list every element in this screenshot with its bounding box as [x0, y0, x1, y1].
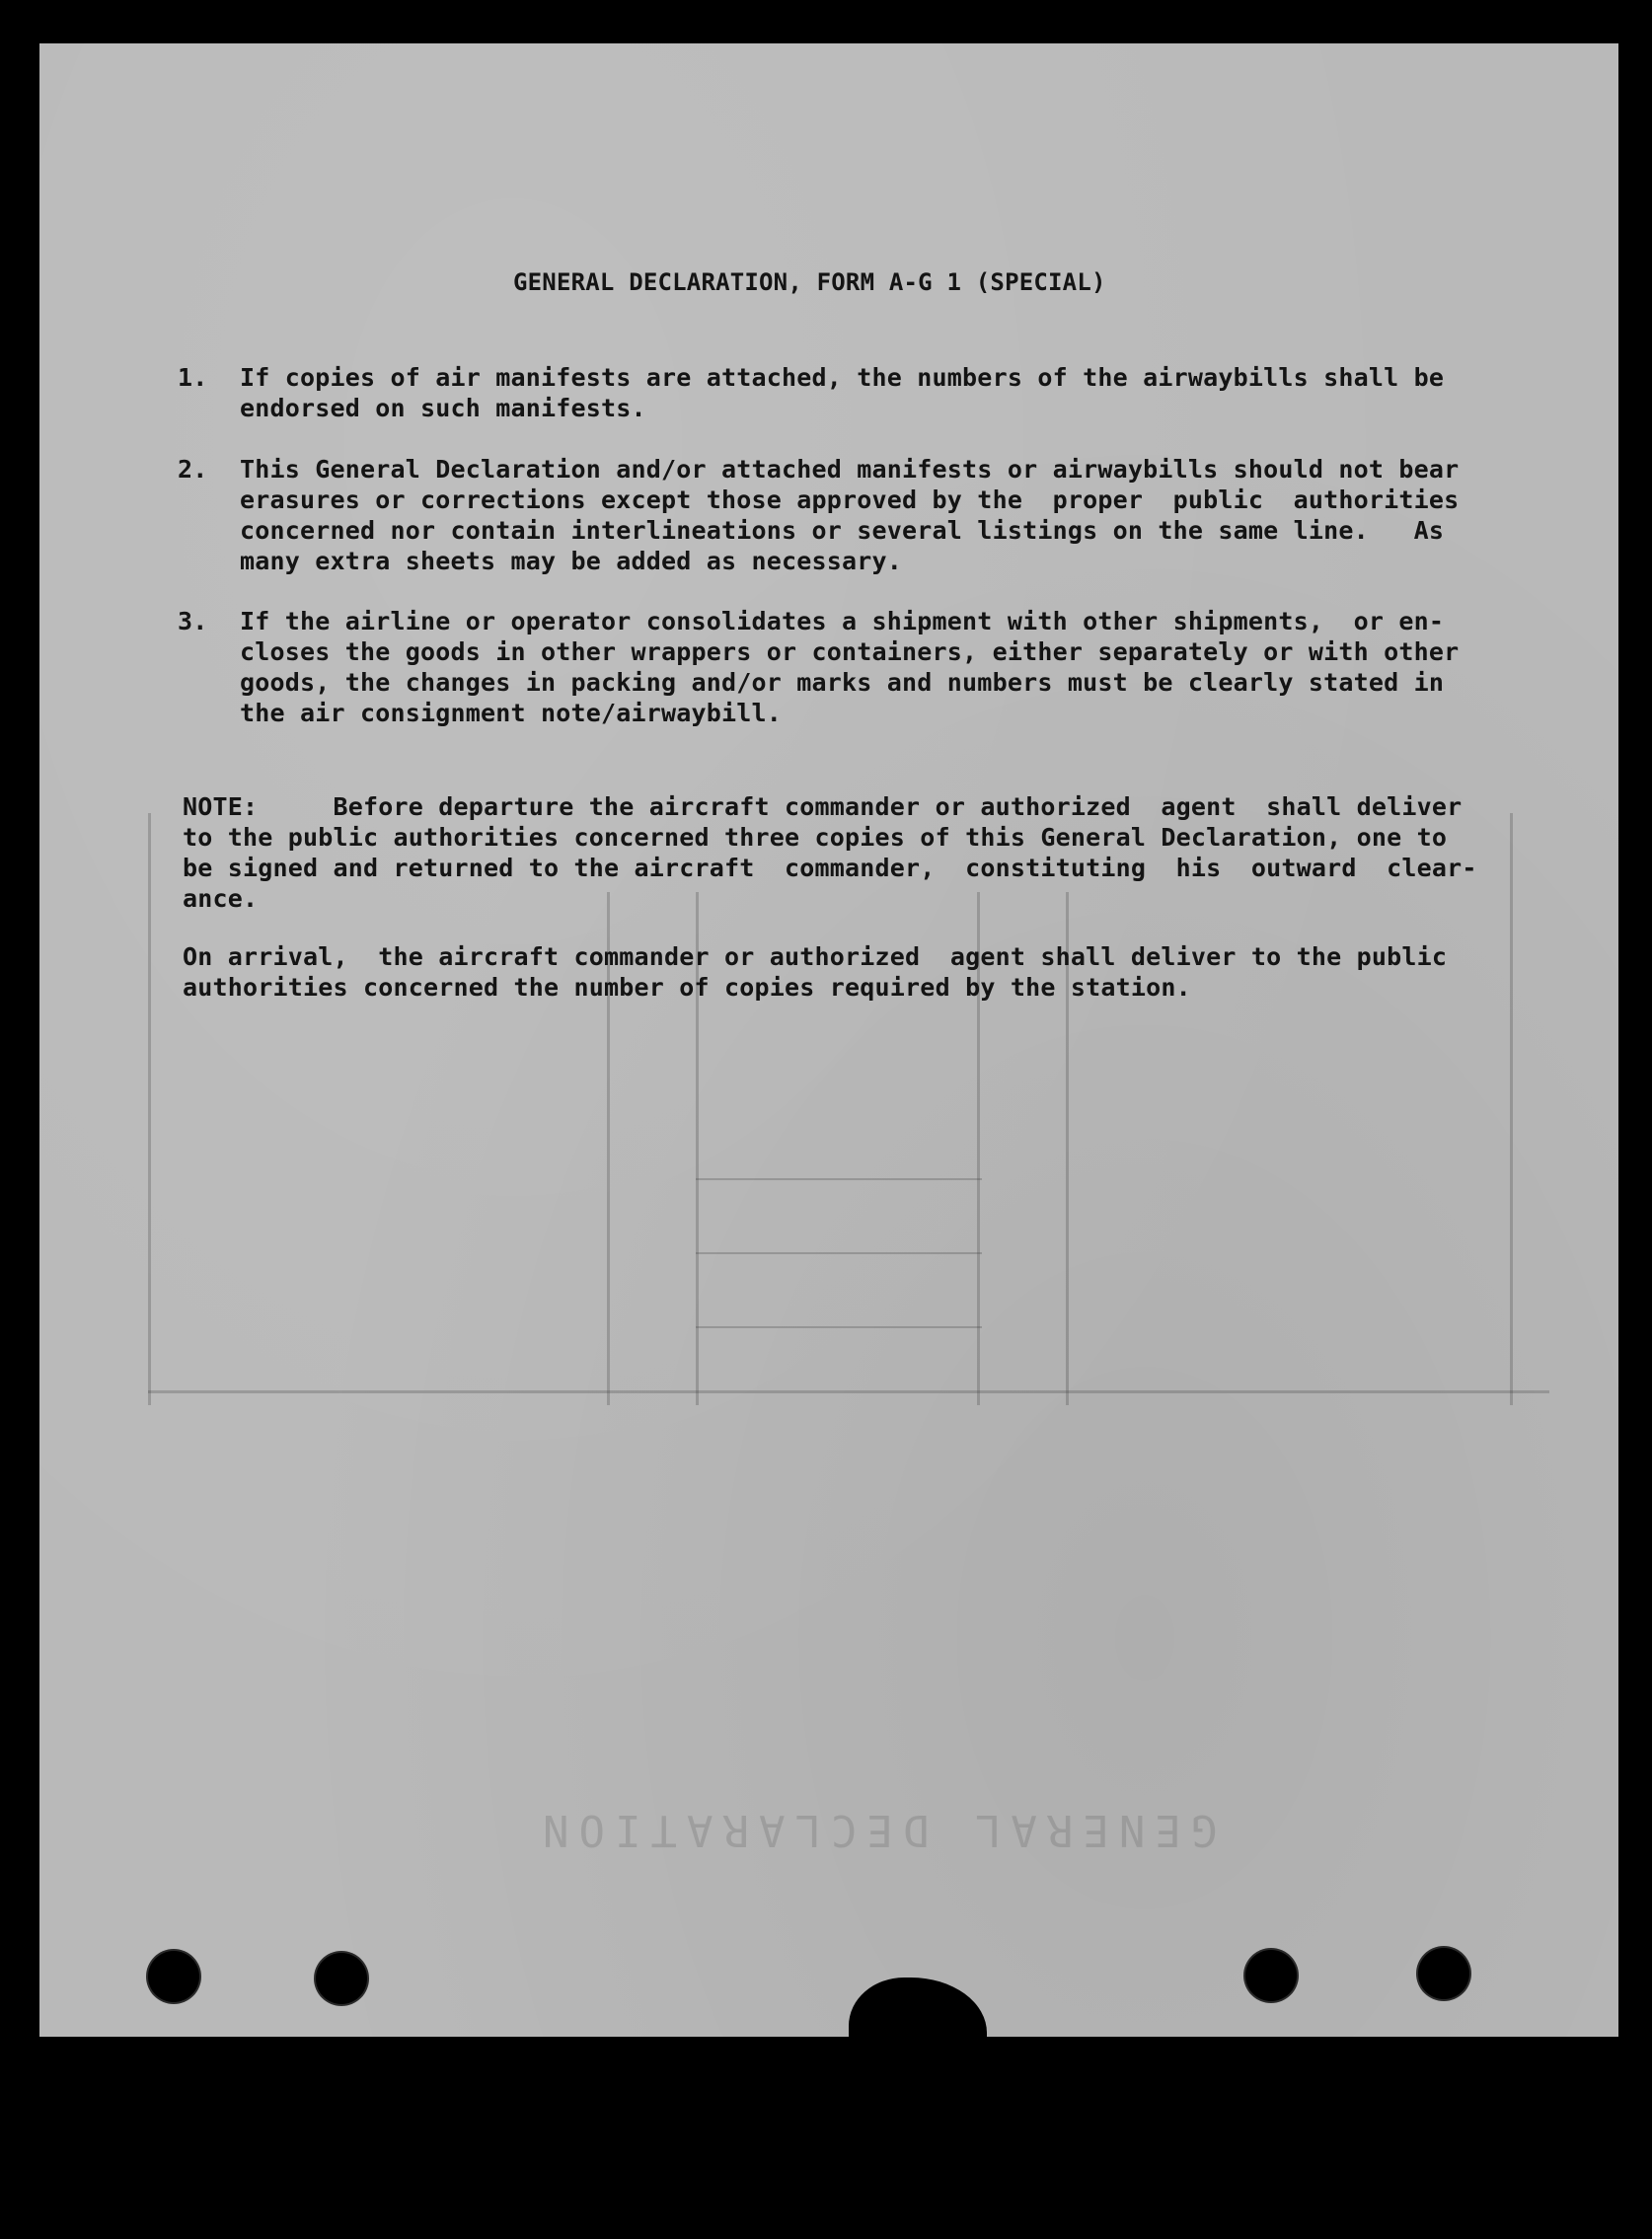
item-line: many extra sheets may be added as necessary. — [240, 547, 903, 575]
torn-edge — [849, 1978, 987, 2037]
item-line: This General Declaration and/or attached manifests or airwaybills should not bear — [240, 455, 1460, 484]
note-line: NOTE: Before departure the aircraft commander or authorized agent shall deliver — [183, 792, 1463, 821]
item-line: goods, the changes in packing and/or marks and numbers must be clearly stated in — [240, 668, 1445, 697]
form-title: GENERAL DECLARATION, FORM A-G 1 (SPECIAL) — [513, 268, 1106, 296]
note-line: ance. — [183, 884, 259, 913]
arrival-line: authorities concerned the number of copies required by the station. — [183, 973, 1191, 1002]
bleed-through-rule — [148, 813, 151, 1405]
item-line: closes the goods in other wrappers or containers, either separately or with other — [240, 637, 1460, 666]
item-line: endorsed on such manifests. — [240, 394, 646, 422]
bleed-through-rule — [696, 1326, 982, 1328]
note-line: to the public authorities concerned three copies of this General Declaration, one to — [183, 823, 1448, 852]
item-line: erasures or corrections except those approved by the proper public authorities — [240, 485, 1460, 514]
bleed-through-rule — [696, 1178, 982, 1180]
document-page — [39, 43, 1618, 2037]
bleed-through-rule — [1510, 813, 1513, 1405]
punch-hole — [316, 1953, 367, 2004]
punch-hole — [1418, 1948, 1469, 1999]
item-number: 2. — [178, 455, 208, 484]
item-number: 1. — [178, 363, 208, 392]
bleed-through-rule — [148, 1390, 1549, 1393]
item-line: If the airline or operator consolidates a shipment with other shipments, or en- — [240, 607, 1445, 635]
bleed-through-heading: GENERAL DECLARATION — [533, 1805, 1218, 1855]
item-line: the air consignment note/airwaybill. — [240, 699, 783, 727]
item-line: If copies of air manifests are attached, the numbers of the airwaybills shall be — [240, 363, 1445, 392]
item-line: concerned nor contain interlineations or several listings on the same line. As — [240, 516, 1445, 545]
note-line: be signed and returned to the aircraft commander, constituting his outward clear- — [183, 854, 1477, 882]
arrival-line: On arrival, the aircraft commander or authorized agent shall deliver to the public — [183, 942, 1448, 971]
punch-hole — [1245, 1950, 1297, 2001]
punch-hole — [148, 1951, 199, 2002]
bleed-through-rule — [696, 1252, 982, 1254]
item-number: 3. — [178, 607, 208, 635]
